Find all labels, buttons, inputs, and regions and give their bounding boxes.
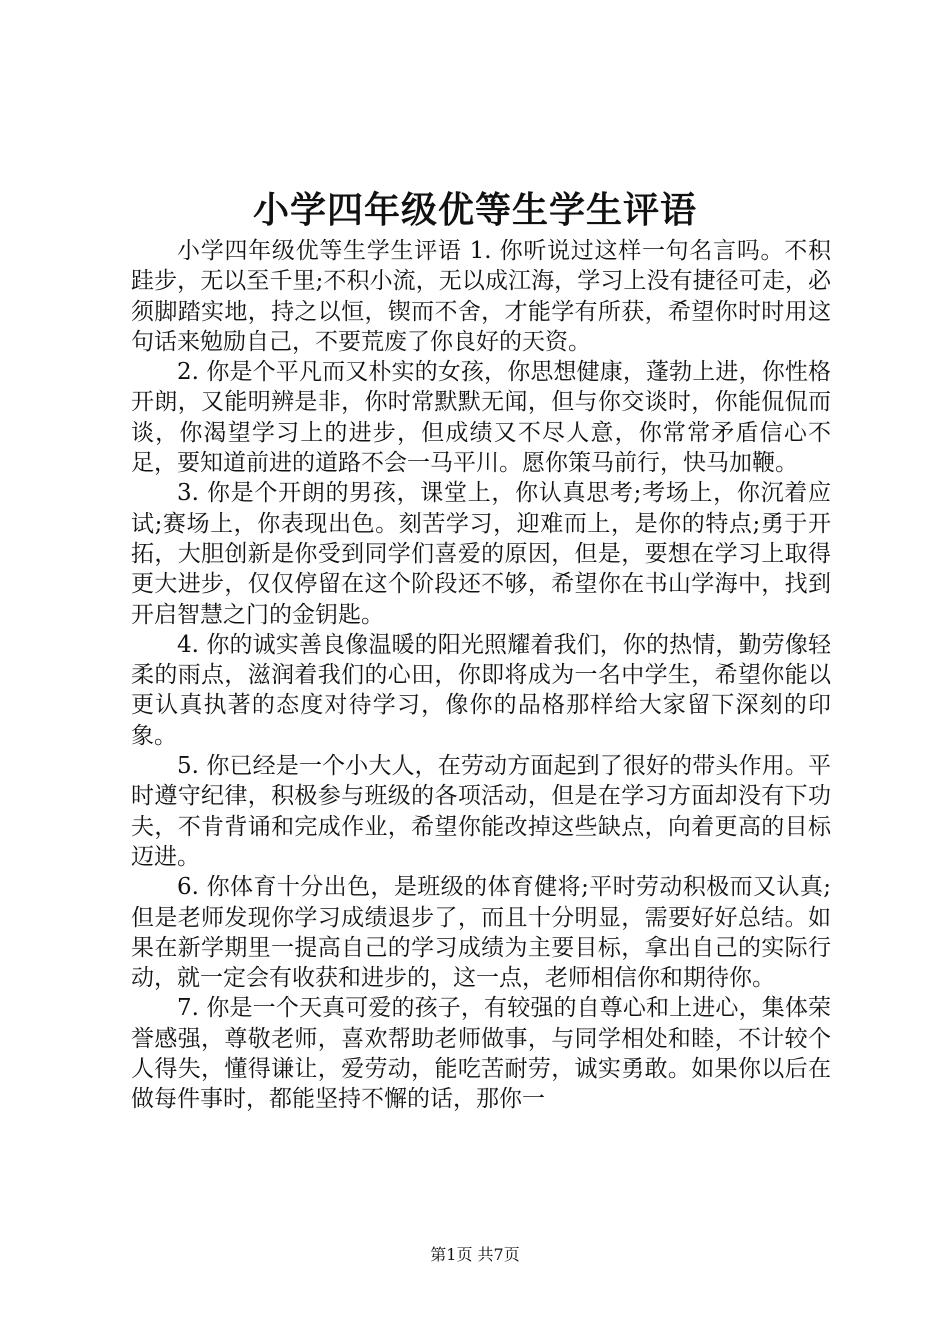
paragraph-1: 小学四年级优等生学生评语 1. 你听说过这样一句名言吗。不积跬步，无以至千里;不积小流，无以成江海，学习上没有捷径可走，必须脚踏实地，持之以恒，锲而不舍，才能学有所获，希望你时时用这句话来勉励自己，不要荒废了你良好的天资。 — [131, 238, 831, 355]
document-title: 小学四年级优等生学生评语 — [252, 189, 697, 231]
paragraph-5: 5. 你已经是一个小大人，在劳动方面起到了很好的带头作用。平时遵守纪律，积极参与班级的各项活动，但是在学习方面却没有下功夫，不肯背诵和完成作业，希望你能改掉这些缺点，向着更高的目标迈进。 — [131, 753, 831, 870]
document-body — [131, 236, 831, 1115]
paragraph-4: 4. 你的诚实善良像温暖的阳光照耀着我们，你的热情，勤劳像轻柔的雨点，滋润着我们的心田，你即将成为一名中学生，希望你能以更认真执著的态度对待学习，像你的品格那样给大家留下深刻的印象。 — [131, 631, 831, 749]
paragraph-6: 6. 你体育十分出色，是班级的体育健将;平时劳动积极而又认真;但是老师发现你学习成绩退步了，而且十分明显，需要好好总结。如果在新学期里一提高自己的学习成绩为主要目标，拿出自己的实际行动，就一定会有收获和进步的，这一点，老师相信你和期待你。 — [131, 874, 831, 992]
paragraph-3: 3. 你是个开朗的男孩，课堂上，你认真思考;考场上，你沉着应试;赛场上，你表现出色。刻苦学习，迎难而上，是你的特点;勇于开拓，大胆创新是你受到同学们喜爱的原因，但是，要想在学习上取得更大进步，仅仅停留在这个阶段还不够，希望你在书山学海中，找到开启智慧之门的金钥匙。 — [131, 480, 831, 628]
page-number-footer: 第1页 共7页 — [430, 1245, 520, 1264]
paragraph-2: 2. 你是个平凡而又朴实的女孩，你思想健康，蓬勃上进，你性格开朗，又能明辨是非，你时常默默无闻，但与你交谈时，你能侃侃而谈，你渴望学习上的进步，但成绩又不尽人意，你常常矛盾信心不足，要知道前进的道路不会一马平川。愿你策马前行，快马加鞭。 — [131, 359, 831, 477]
paragraph-7: 7. 你是一个天真可爱的孩子，有较强的自尊心和上进心，集体荣誉感强，尊敬老师，喜欢帮助老师做事，与同学相处和睦，不计较个人得失，懂得谦让，爱劳动，能吃苦耐劳，诚实勇敢。如果你以后在做每件事时，都能坚持不懈的话，那你一 — [131, 995, 831, 1113]
